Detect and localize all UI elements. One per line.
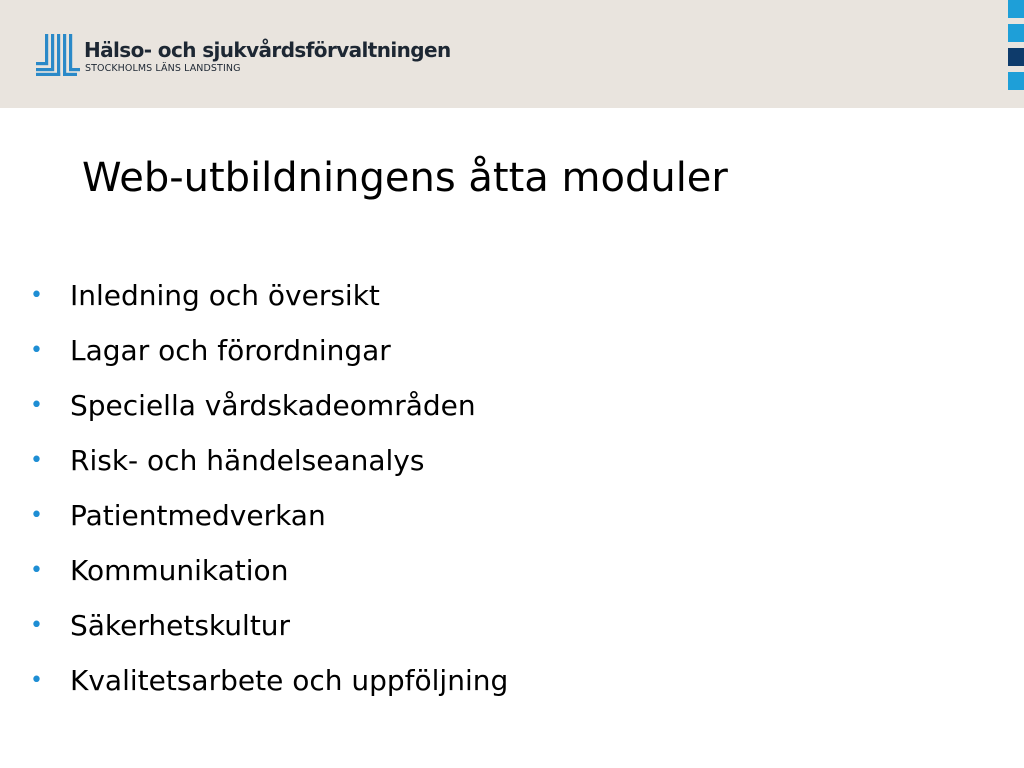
organization-name: Hälso- och sjukvårdsförvaltningen	[84, 38, 451, 62]
bullet-icon: •	[30, 668, 43, 693]
bullet-icon: •	[30, 448, 43, 473]
organization-subtitle: STOCKHOLMS LÄNS LANDSTING	[85, 63, 241, 74]
corner-decoration	[1008, 0, 1024, 90]
module-label: Inledning och översikt	[70, 279, 380, 312]
bullet-icon: •	[30, 613, 43, 638]
module-label: Patientmedverkan	[70, 499, 326, 532]
corner-square	[1008, 72, 1024, 90]
sll-logo-icon	[34, 34, 82, 76]
module-label: Kommunikation	[70, 554, 289, 587]
module-label: Lagar och förordningar	[70, 334, 391, 367]
corner-square	[1008, 0, 1024, 18]
bullet-icon: •	[30, 283, 43, 308]
module-label: Risk- och händelseanalys	[70, 444, 425, 477]
bullet-icon: •	[30, 558, 43, 583]
bullet-icon: •	[30, 503, 43, 528]
bullet-icon: •	[30, 393, 43, 418]
corner-square	[1008, 24, 1024, 42]
module-label: Säkerhetskultur	[70, 609, 291, 642]
corner-square	[1008, 48, 1024, 66]
module-label: Speciella vårdskadeområden	[70, 389, 476, 422]
module-label: Kvalitetsarbete och uppföljning	[70, 664, 509, 697]
bullet-icon: •	[30, 338, 43, 363]
slide-title: Web-utbildningens åtta moduler	[82, 155, 728, 201]
